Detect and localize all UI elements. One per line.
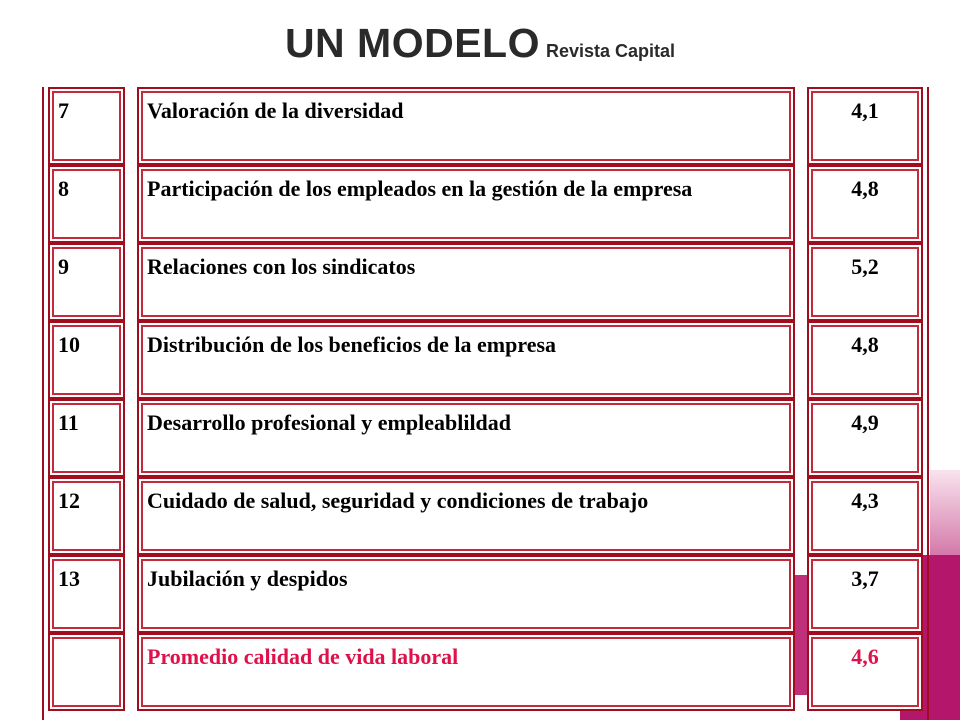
row-description: Distribución de los beneficios de la empresa <box>137 321 795 399</box>
title-main: UN MODELO <box>284 20 540 66</box>
row-score: 4,8 <box>807 321 923 399</box>
row-number: 13 <box>48 555 125 633</box>
row-description: Cuidado de salud, seguridad y condiciones de trabajo <box>137 477 795 555</box>
row-description: Desarrollo profesional y empleablildad <box>137 399 795 477</box>
row-number: 7 <box>48 87 125 165</box>
row-number: 11 <box>48 399 125 477</box>
row-number: 8 <box>48 165 125 243</box>
row-number <box>48 633 125 711</box>
row-number: 12 <box>48 477 125 555</box>
row-score: 4,9 <box>807 399 923 477</box>
row-number: 9 <box>48 243 125 321</box>
row-score: 4,8 <box>807 165 923 243</box>
table-row <box>42 555 929 633</box>
table-row <box>42 243 929 321</box>
rating-table <box>42 87 929 720</box>
table-row <box>42 477 929 555</box>
page-title <box>0 20 960 67</box>
table-row-summary <box>42 633 929 711</box>
row-score: 3,7 <box>807 555 923 633</box>
table-row <box>42 87 929 165</box>
row-number: 10 <box>48 321 125 399</box>
row-score: 4,3 <box>807 477 923 555</box>
table-row <box>42 399 929 477</box>
title-subtitle: Revista Capital <box>545 41 676 61</box>
row-description: Participación de los empleados en la gestión de la empresa <box>137 165 795 243</box>
row-description: Jubilación y despidos <box>137 555 795 633</box>
table-row <box>42 321 929 399</box>
table-row <box>42 165 929 243</box>
row-description: Relaciones con los sindicatos <box>137 243 795 321</box>
summary-score: 4,6 <box>807 633 923 711</box>
summary-label: Promedio calidad de vida laboral <box>137 633 795 711</box>
row-score: 4,1 <box>807 87 923 165</box>
decorative-gradient-shape <box>930 470 960 560</box>
row-description: Valoración de la diversidad <box>137 87 795 165</box>
row-score: 5,2 <box>807 243 923 321</box>
